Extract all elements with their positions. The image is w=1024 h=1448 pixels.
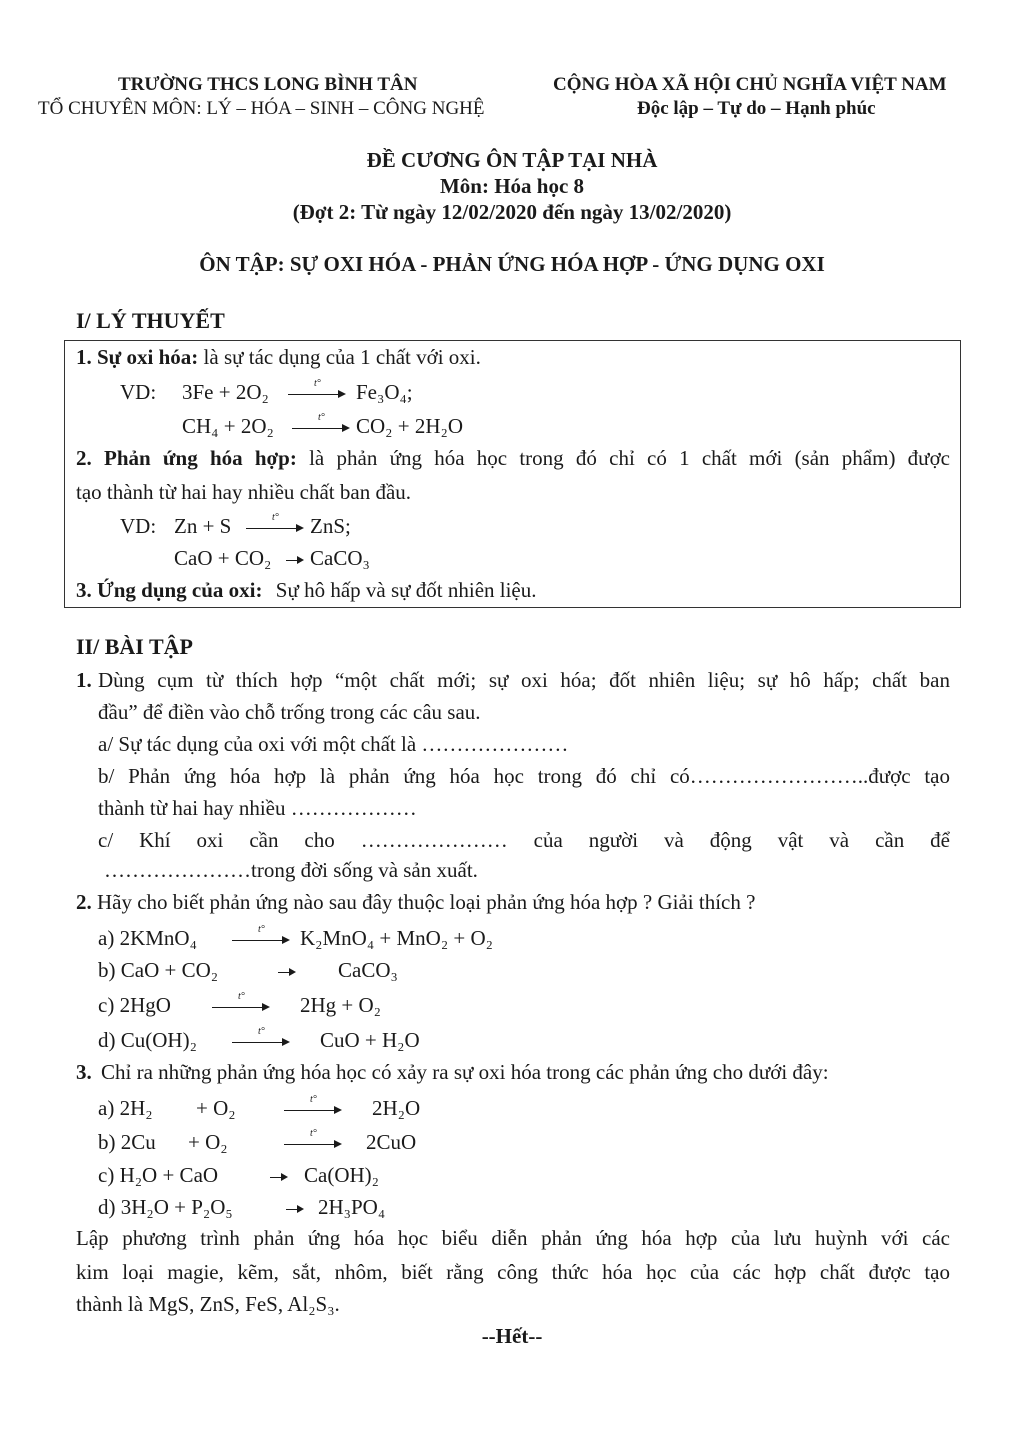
q3 [76,1060,829,1085]
q3-number: 3. [76,1060,92,1084]
theory-heading: I/ LÝ THUYẾT [76,308,225,333]
theory-item-2-text: là phản ứng hóa học trong đó chỉ có 1 chất mới (sản phẩm) được [296,446,950,470]
q1-number: 1. [76,668,92,692]
heat-arrow: t° [284,1096,342,1121]
heat-arrow: t° [288,380,346,405]
exercise-heading: II/ BÀI TẬP [76,634,193,659]
heat-arrow: t° [246,514,304,539]
vd-label: VD: [120,380,157,404]
arrow [286,546,304,571]
heat-arrow: t° [292,414,350,439]
eq-rhs: CO₂ + 2H₂O [356,414,463,438]
theory-item-1-text: là sự tác dụng của 1 chất với oxi. [198,345,481,369]
theory-item-2-label: 2. Phản ứng hóa hợp: [76,446,297,470]
final-task-line-1: Lập phương trình phản ứng hóa học biểu diễn phản ứng hóa hợp của lưu huỳnh với các [76,1226,950,1250]
theory-item-3-label: 3. Ứng dụng của oxi: [76,578,263,602]
eq-lhs: Zn + S [174,514,232,538]
q1-c-line-1: c/ Khí oxi cần cho ………………… của người và động vật và cần để [98,828,950,852]
theory-item-1 [76,345,481,370]
q2-number: 2. [76,890,92,914]
eq-lhs: CaO + CO₂ [174,546,272,570]
arrow [286,1195,304,1220]
doc-topic: ÔN TẬP: SỰ OXI HÓA - PHẢN ỨNG HÓA HỢP - ỨNG DỤNG OXI [199,252,825,276]
q2 [76,890,755,915]
arrow [270,1163,288,1188]
heat-arrow: t° [232,926,290,951]
end-marker: --Hết-- [481,1324,543,1348]
school-name: TRƯỜNG THCS LONG BÌNH TÂN [118,74,418,95]
eq-rhs: CaCO₃ [310,546,370,570]
doc-subject: Môn: Hóa học 8 [439,174,585,198]
eq-lhs: CH₄ + 2O₂ [182,414,274,438]
nation-name: CỘNG HÒA XÃ HỘI CHỦ NGHĨA VIỆT NAM [553,74,947,95]
theory-item-2-line2: tạo thành từ hai hay nhiều chất ban đầu. [76,480,412,504]
final-task-line-3: thành là MgS, ZnS, FeS, Al₂S₃. [76,1292,340,1316]
q1-c-line-2: …………………trong đời sống và sản xuất. [104,858,478,882]
theory-item-3 [76,578,537,603]
doc-period: (Đợt 2: Từ ngày 12/02/2020 đến ngày 13/02/2020) [292,200,732,224]
q1-a: a/ Sự tác dụng của oxi với một chất là ………………… [98,732,569,756]
q1-b-line-1: b/ Phản ứng hóa hợp là phản ứng hóa học trong đó chỉ có……………………..được tạo [98,764,950,788]
motto: Độc lập – Tự do – Hạnh phúc [637,98,876,119]
vd-label: VD: [120,514,157,538]
department-name: TỔ CHUYÊN MÔN: LÝ – HÓA – SINH – CÔNG NGHỆ [38,98,485,119]
heat-arrow: t° [284,1130,342,1155]
q1-line-2: đầu” để điền vào chỗ trống trong các câu sau. [98,700,481,724]
final-task-line-2: kim loại magie, kẽm, sắt, nhôm, biết rằng công thức hóa học của các hợp chất được tạo [76,1260,950,1284]
q1-line-1: Dùng cụm từ thích hợp “một chất mới; sự oxi hóa; đốt nhiên liệu; sự hô hấp; chất ban [98,668,950,692]
theory-item-3-text: Sự hô hấp và sự đốt nhiên liệu. [275,578,537,602]
eq-rhs: Fe₃O₄; [356,380,413,404]
eq-rhs: ZnS; [310,514,351,538]
heat-arrow: t° [212,993,270,1018]
theory-item-2 [76,442,950,474]
heat-arrow: t° [232,1028,290,1053]
theory-item-1-label: 1. Sự oxi hóa: [76,345,199,369]
q3-text: Chỉ ra những phản ứng hóa học có xảy ra sự oxi hóa trong các phản ứng cho dưới đây: [101,1060,829,1084]
q2-text: Hãy cho biết phản ứng nào sau đây thuộc loại phản ứng hóa hợp ? Giải thích ? [97,890,756,914]
eq-lhs: 3Fe + 2O₂ [182,380,269,404]
doc-title: ĐỀ CƯƠNG ÔN TẬP TẠI NHÀ [366,148,658,172]
arrow [278,958,296,983]
q1-b-line-2: thành từ hai hay nhiều ……………… [98,796,417,820]
